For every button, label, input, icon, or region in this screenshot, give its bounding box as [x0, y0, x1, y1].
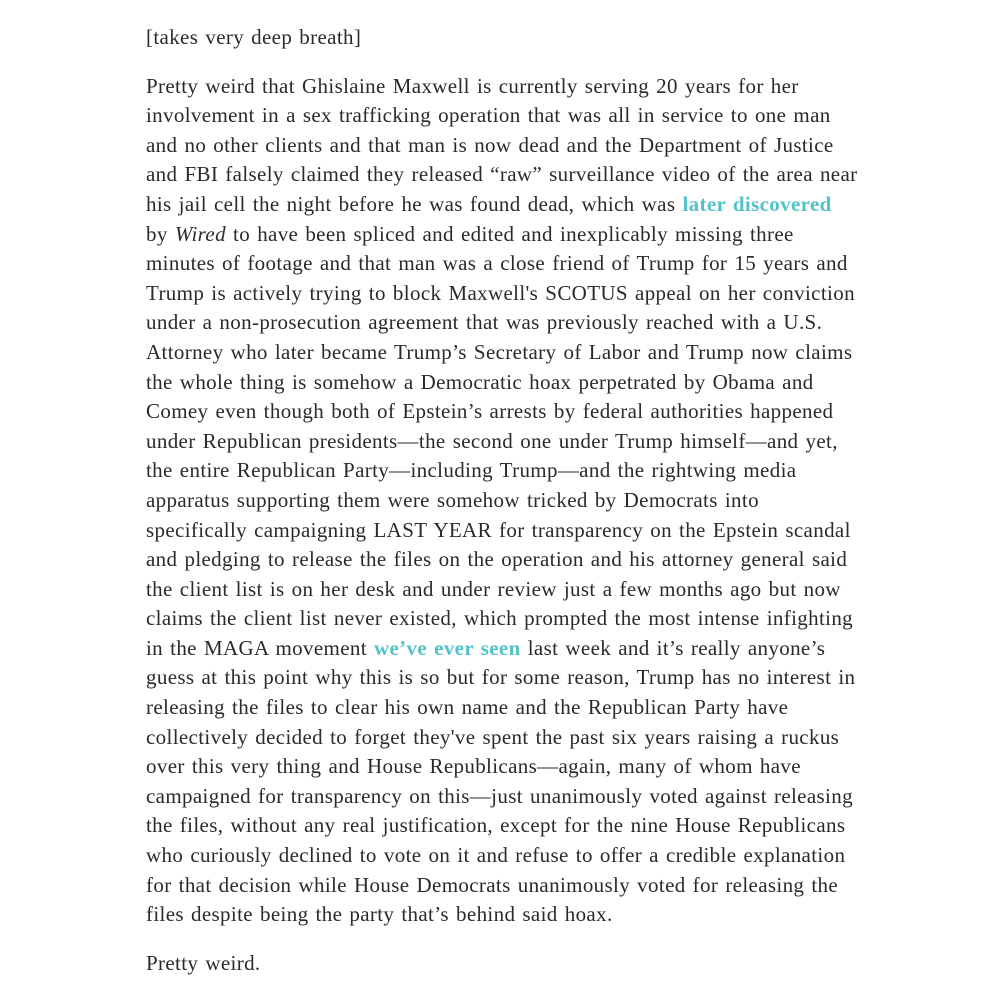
paragraph-text: Pretty weird that Ghislaine Maxwell is currently serving 20 years for her involvement in a sex trafficking operation that was all in service to one man and no other clients and that man is now dead and the Department of Justice and FBI falsely claimed they released “raw” surveillance video of the area near his jail cell the night before he was found dead, which was	[146, 73, 858, 216]
wired-publication-name: Wired	[174, 221, 226, 246]
paragraph-text: last week and it’s really anyone’s guess at this point why this is so but for some reason, Trump has no interest in releasing the files to clear his own name and the Republican Party have collectively decided to forget they've spent the past six years raising a ruckus over this very thing and House Republicans—again, many of whom have campaigned for transparency on this—just unanimously voted against releasing the files, without any real justification, except for the nine House Republicans who curiously declined to vote on it and refuse to offer a credible explanation for that decision while House Democrats unanimously voted for releasing the files despite being the party that’s behind said hoax.	[146, 635, 856, 927]
main-paragraph	[146, 72, 858, 930]
article-body	[146, 23, 858, 997]
later-discovered-link[interactable]: later discovered	[682, 191, 832, 216]
outro-paragraph: Pretty weird.	[146, 950, 261, 975]
paragraph-text: to have been spliced and edited and inexplicably missing three minutes of footage and that man was a close friend of Trump for 15 years and Trump is actively trying to block Maxwell's SCOTUS appeal on her conviction under a non-prosecution agreement that was previously reached with a U.S. Attorney who later became Trump’s Secretary of Labor and Trump now claims the whole thing is somehow a Democratic hoax perpetrated by Obama and Comey even though both of Epstein’s arrests by federal authorities happened under Republican presidents—the second one under Trump himself—and yet, the entire Republican Party—including Trump—and the rightwing media apparatus supporting them were somehow tricked by Democrats into specifically campaigning LAST YEAR for transparency on the Epstein scandal and pledging to release the files on the operation and his attorney general said the client list is on her desk and under review just a few months ago but now claims the client list never existed, which prompted the most intense infighting in the MAGA movement	[146, 221, 855, 660]
weve-ever-seen-link[interactable]: we’ve ever seen	[374, 635, 521, 660]
intro-paragraph: [takes very deep breath]	[146, 25, 362, 49]
paragraph-text: by	[146, 221, 175, 246]
